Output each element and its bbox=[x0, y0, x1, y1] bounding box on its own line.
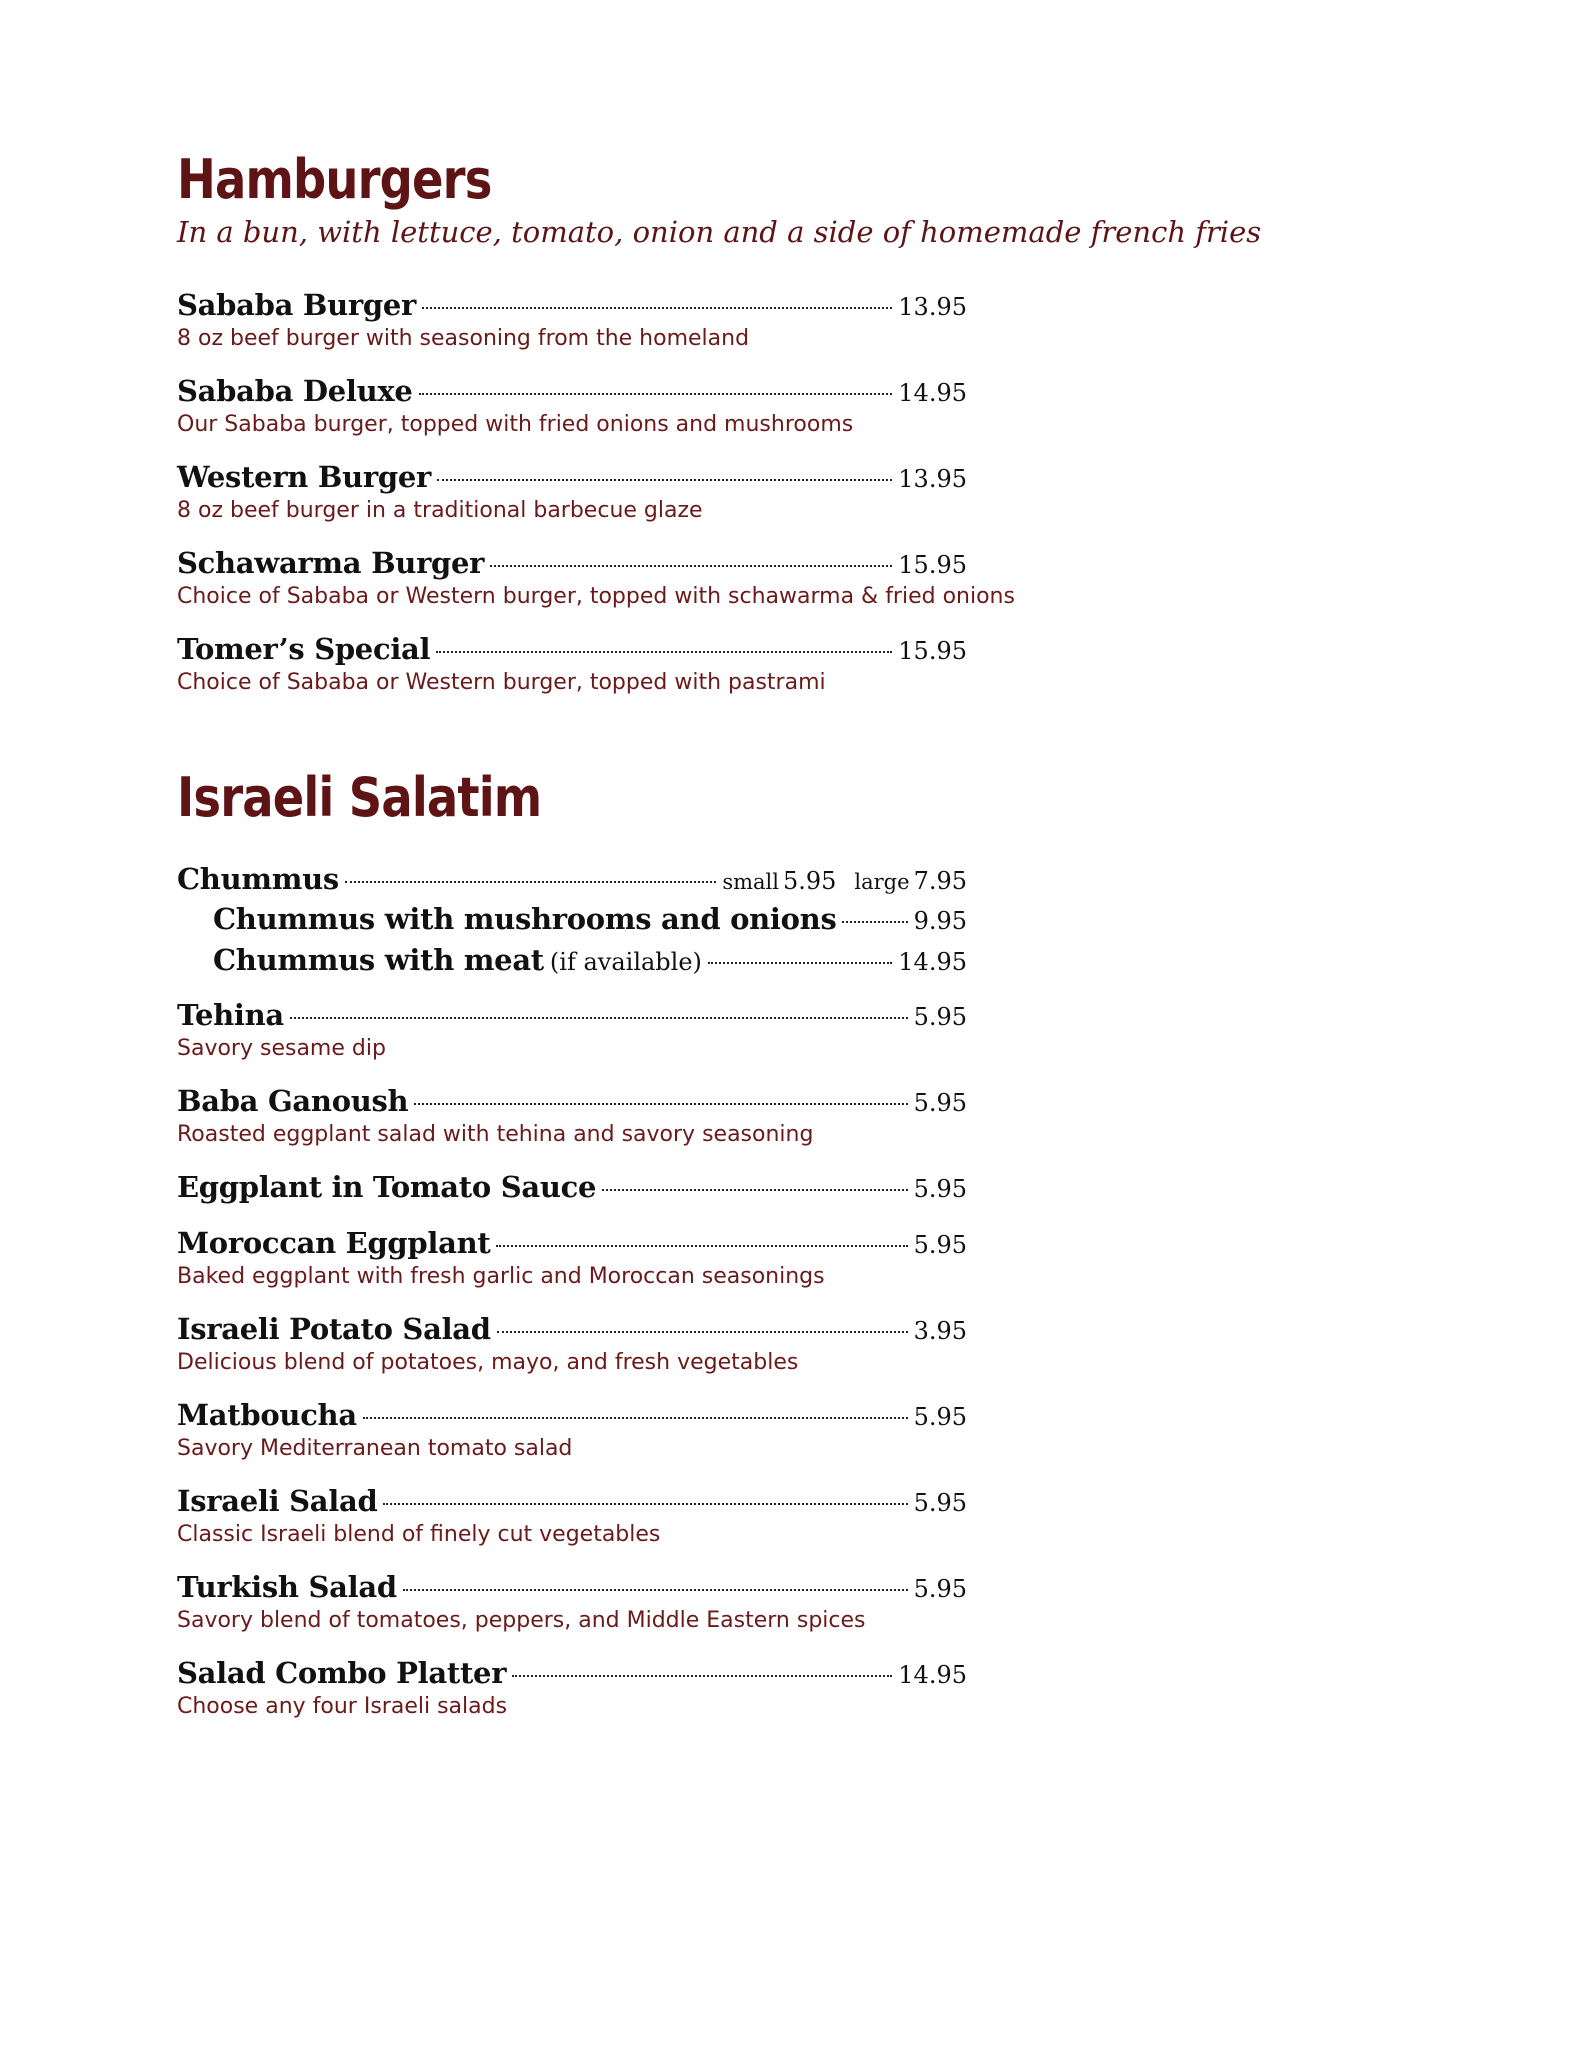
item-description: Roasted eggplant salad with tehina and savory seasoning bbox=[177, 1122, 814, 1147]
item-name: Western Burger bbox=[177, 460, 431, 494]
hamburgers-title: Hamburgers bbox=[177, 148, 492, 211]
menu-item bbox=[177, 1170, 967, 1208]
item-price: 14.95 bbox=[898, 379, 967, 407]
salatim-title: Israeli Salatim bbox=[177, 766, 542, 829]
item-name: Chummus with mushrooms and onions bbox=[213, 902, 837, 936]
dot-leader bbox=[345, 881, 716, 883]
dot-leader bbox=[708, 962, 892, 964]
item-price: 5.95 bbox=[913, 1489, 967, 1517]
item-name: Sababa Burger bbox=[177, 288, 416, 322]
item-name: Matboucha bbox=[177, 1398, 357, 1432]
item-name: Tehina bbox=[177, 998, 284, 1032]
size-label-large: large bbox=[854, 870, 910, 894]
menu-item bbox=[177, 632, 967, 698]
dot-leader bbox=[842, 921, 907, 923]
menu-item bbox=[177, 1226, 967, 1292]
item-price: 5.95 bbox=[913, 1231, 967, 1259]
menu-item bbox=[177, 374, 967, 440]
item-description: 8 oz beef burger with seasoning from the homeland bbox=[177, 326, 750, 351]
item-name: Salad Combo Platter bbox=[177, 1656, 507, 1690]
dot-leader bbox=[512, 1675, 892, 1677]
item-name: Israeli Potato Salad bbox=[177, 1312, 491, 1346]
item-price: 15.95 bbox=[898, 551, 967, 579]
menu-item-variant bbox=[213, 902, 967, 940]
item-description: 8 oz beef burger in a traditional barbecue glaze bbox=[177, 498, 703, 523]
item-name: Turkish Salad bbox=[177, 1570, 397, 1604]
item-price: 13.95 bbox=[898, 293, 967, 321]
item-description: Choice of Sababa or Western burger, topped with schawarma & fried onions bbox=[177, 584, 1015, 609]
dot-leader bbox=[383, 1503, 907, 1505]
item-price-small: 5.95 bbox=[782, 867, 837, 895]
dot-leader bbox=[497, 1331, 908, 1333]
item-name: Sababa Deluxe bbox=[177, 374, 413, 408]
item-description: Choose any four Israeli salads bbox=[177, 1694, 508, 1719]
item-price: 15.95 bbox=[898, 637, 967, 665]
menu-item bbox=[177, 1398, 967, 1464]
dot-leader bbox=[414, 1103, 907, 1105]
item-description: Baked eggplant with fresh garlic and Moroccan seasonings bbox=[177, 1264, 825, 1289]
item-description: Savory blend of tomatoes, peppers, and Middle Eastern spices bbox=[177, 1608, 866, 1633]
dot-leader bbox=[490, 565, 892, 567]
dot-leader bbox=[496, 1245, 907, 1247]
menu-item-chummus bbox=[177, 862, 967, 900]
item-price: 5.95 bbox=[913, 1175, 967, 1203]
item-price: 3.95 bbox=[913, 1317, 967, 1345]
item-price: 5.95 bbox=[913, 1575, 967, 1603]
item-description: Savory sesame dip bbox=[177, 1036, 386, 1061]
item-description: Classic Israeli blend of finely cut vegetables bbox=[177, 1522, 661, 1547]
item-name: Israeli Salad bbox=[177, 1484, 378, 1518]
item-name: Chummus bbox=[177, 862, 339, 896]
dot-leader bbox=[363, 1417, 908, 1419]
dot-leader bbox=[403, 1589, 908, 1591]
item-name: Moroccan Eggplant bbox=[177, 1226, 491, 1260]
menu-item bbox=[177, 1312, 967, 1378]
dot-leader bbox=[290, 1017, 908, 1019]
item-price: 5.95 bbox=[913, 1089, 967, 1117]
menu-item bbox=[177, 998, 967, 1064]
menu-item bbox=[177, 1656, 967, 1722]
menu-item bbox=[177, 1484, 967, 1550]
dot-leader bbox=[436, 651, 892, 653]
menu-item bbox=[177, 460, 967, 526]
menu-item bbox=[177, 288, 967, 354]
menu-item bbox=[177, 546, 1015, 612]
menu-item bbox=[177, 1570, 967, 1636]
item-price-large: 7.95 bbox=[913, 867, 967, 895]
item-price: 5.95 bbox=[913, 1003, 967, 1031]
item-name: Schawarma Burger bbox=[177, 546, 485, 580]
item-description: Choice of Sababa or Western burger, topped with pastrami bbox=[177, 670, 826, 695]
item-name: Baba Ganoush bbox=[177, 1084, 409, 1118]
item-name: Tomer’s Special bbox=[177, 632, 431, 666]
item-name: Chummus with meat bbox=[213, 943, 544, 977]
item-description: Our Sababa burger, topped with fried onions and mushrooms bbox=[177, 412, 854, 437]
item-note: (if available) bbox=[549, 948, 702, 976]
menu-item-variant bbox=[213, 943, 967, 981]
dot-leader bbox=[422, 307, 892, 309]
item-price: 14.95 bbox=[898, 1661, 967, 1689]
menu-item bbox=[177, 1084, 967, 1150]
item-price: 5.95 bbox=[913, 1403, 967, 1431]
item-price: 13.95 bbox=[898, 465, 967, 493]
item-price: 14.95 bbox=[898, 948, 967, 976]
item-description: Savory Mediterranean tomato salad bbox=[177, 1436, 573, 1461]
dot-leader bbox=[437, 479, 892, 481]
item-description: Delicious blend of potatoes, mayo, and fresh vegetables bbox=[177, 1350, 799, 1375]
item-name: Eggplant in Tomato Sauce bbox=[177, 1170, 597, 1204]
dot-leader bbox=[419, 393, 893, 395]
item-price: 9.95 bbox=[913, 907, 967, 935]
size-label-small: small bbox=[722, 870, 779, 894]
hamburgers-subtitle: In a bun, with lettuce, tomato, onion and a side of homemade french fries bbox=[177, 215, 1262, 249]
dot-leader bbox=[602, 1189, 907, 1191]
